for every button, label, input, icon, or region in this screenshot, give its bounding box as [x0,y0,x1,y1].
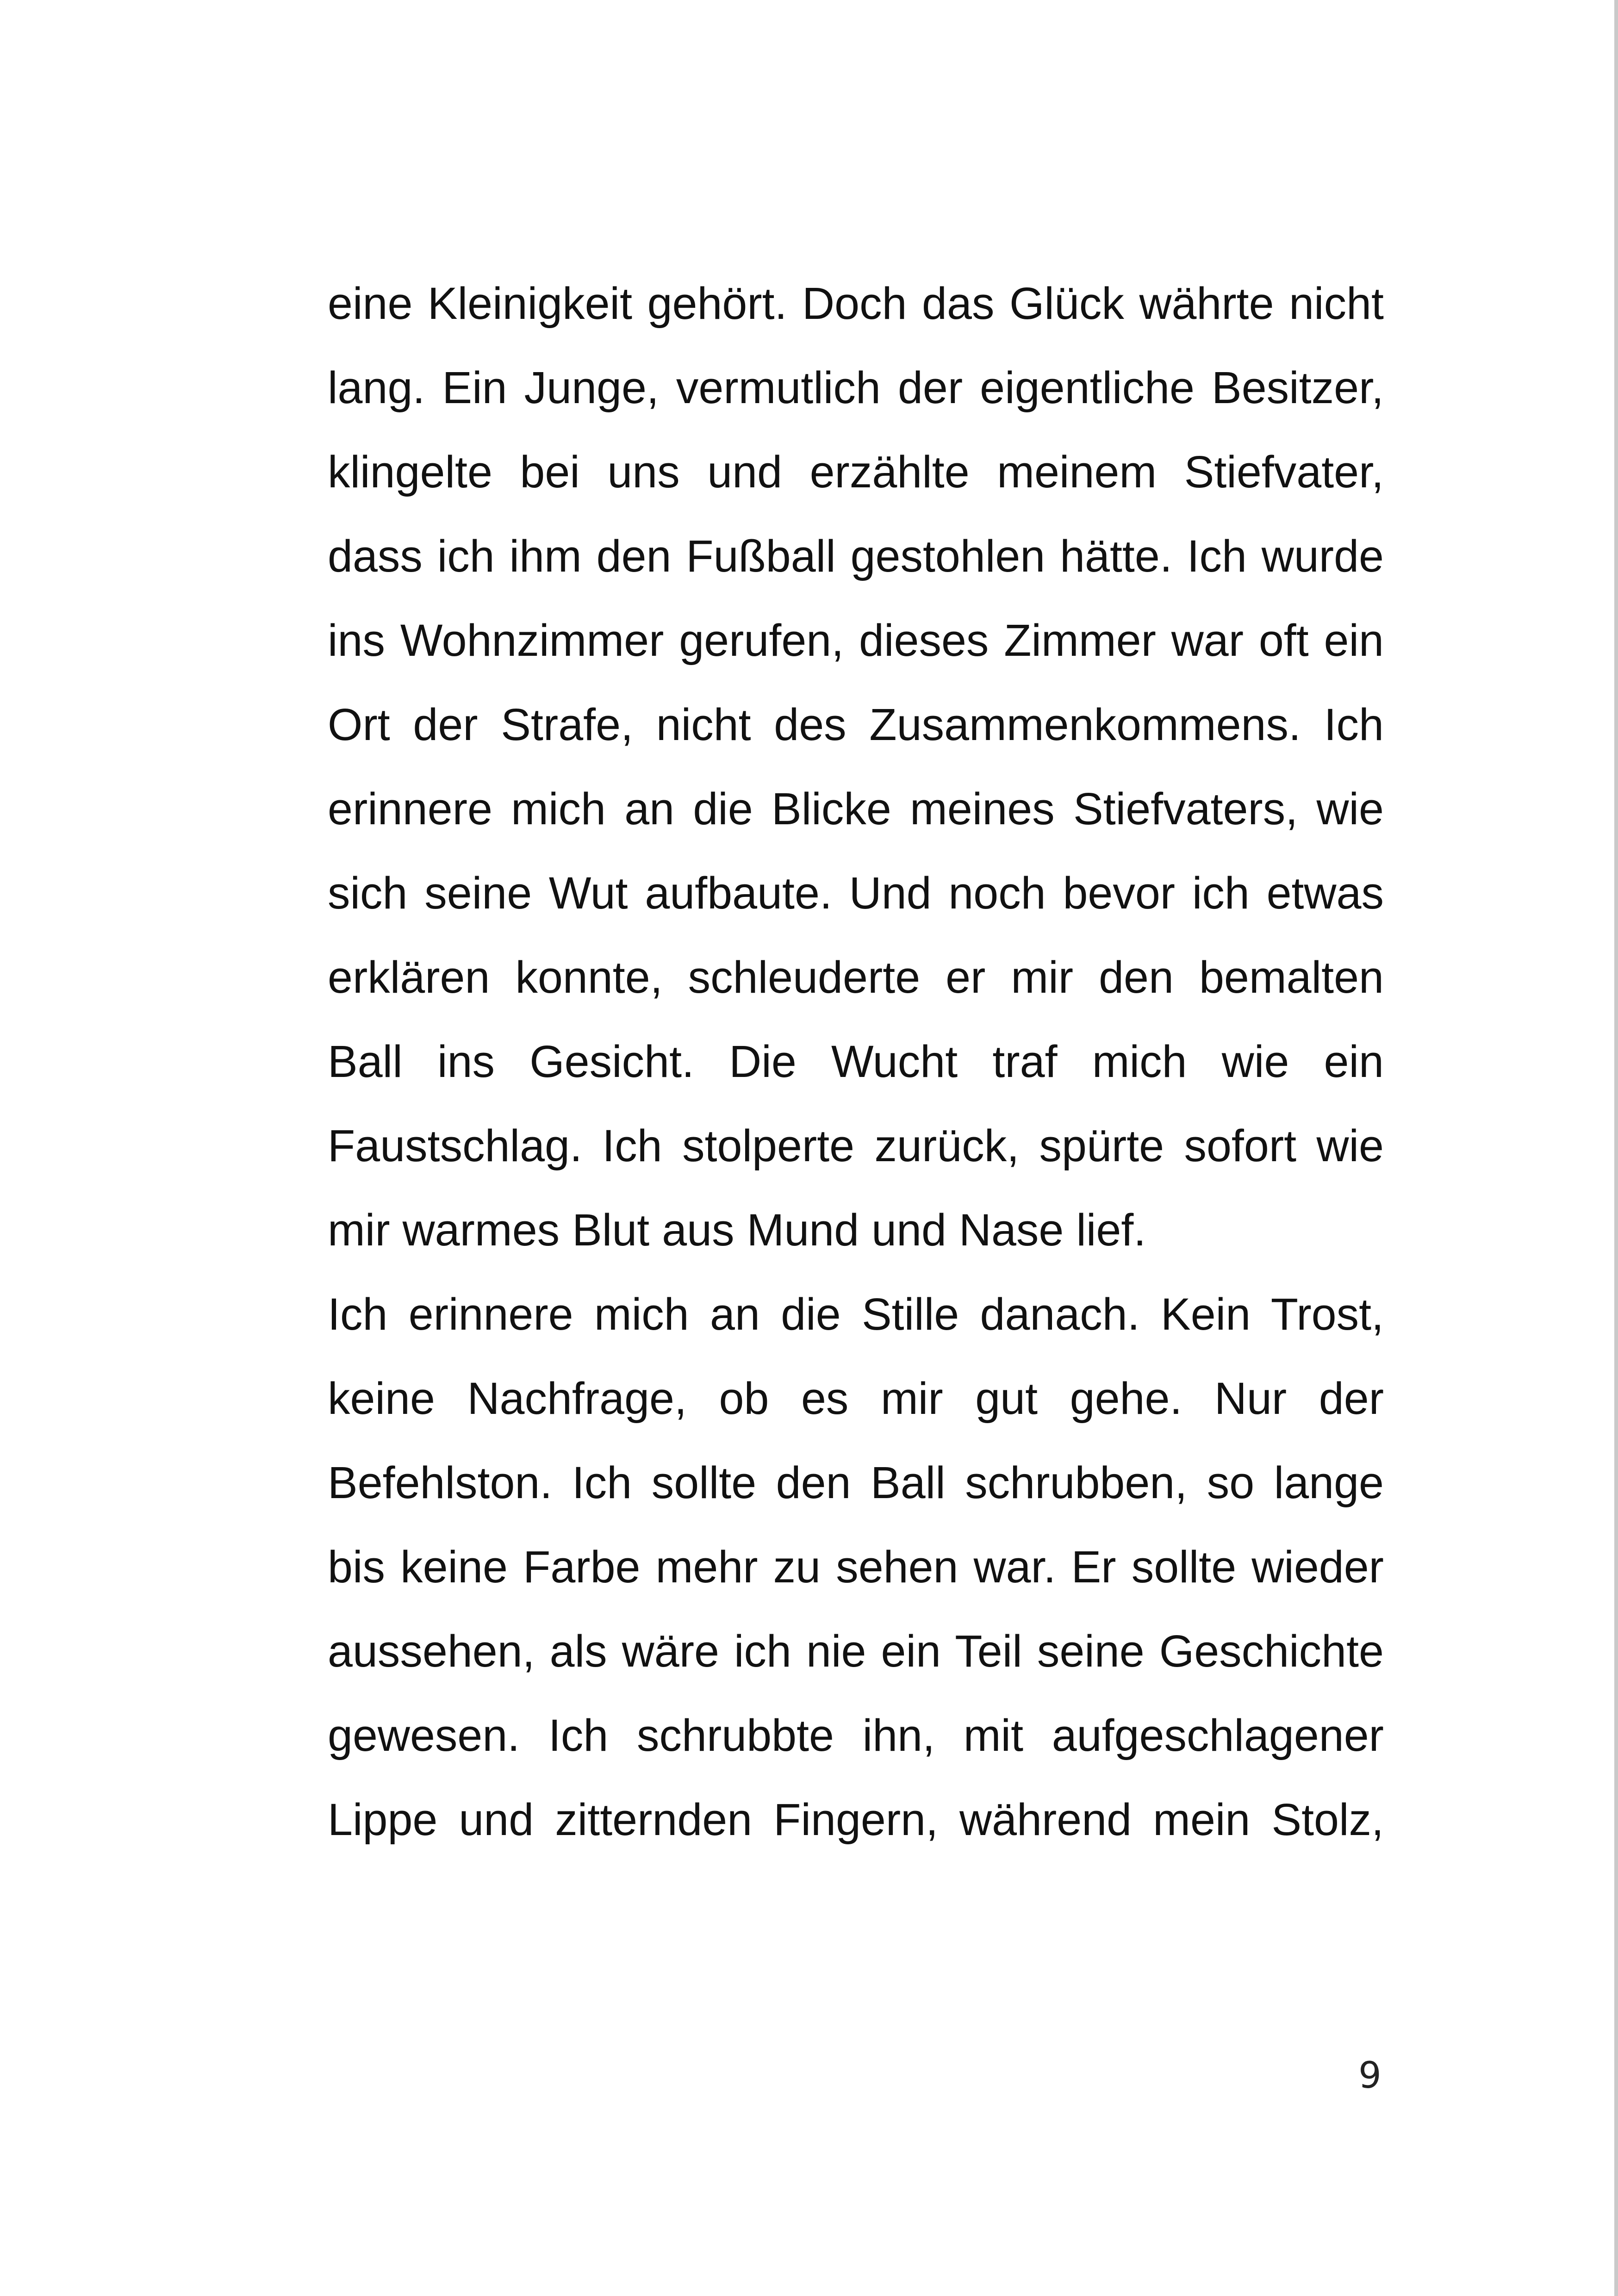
text-line: Ich erinnere mich an die Stille danach. Kein Trost, [328,1289,1384,1339]
paragraph-last-line: mir warmes Blut aus Mund und Nase lief. [328,1205,1146,1255]
text-line: eine Kleinigkeit gehört. Doch das Glück währte nicht [328,278,1384,329]
text-line: klingelte bei uns und erzählte meinem Stiefvater, [328,447,1384,497]
text-line: aussehen, als wäre ich nie ein Teil seine Geschichte [328,1626,1384,1676]
text-line: Befehlston. Ich sollte den Ball schrubben, so lange [328,1457,1384,1508]
text-line: dass ich ihm den Fußball gestohlen hätte. Ich wurde [328,531,1384,581]
text-line: erinnere mich an die Blicke meines Stiefvaters, wie [328,784,1384,834]
body-text [328,261,1384,1862]
text-line: bis keine Farbe mehr zu sehen war. Er sollte wieder [328,1542,1384,1592]
text-line: Lippe und zitternden Fingern, während mein Stolz, [328,1794,1384,1845]
text-line: keine Nachfrage, ob es mir gut gehe. Nur der [328,1373,1384,1424]
text-line: Ball ins Gesicht. Die Wucht traf mich wie ein [328,1036,1384,1087]
text-line: ins Wohnzimmer gerufen, dieses Zimmer war oft ein [328,615,1384,666]
text-line: lang. Ein Junge, vermutlich der eigentliche Besitzer, [328,362,1384,413]
text-line: Faustschlag. Ich stolperte zurück, spürte sofort wie [328,1120,1384,1171]
text-line: Ort der Strafe, nicht des Zusammenkommens. Ich [328,699,1384,750]
text-line: gewesen. Ich schrubbte ihn, mit aufgeschlagener [328,1710,1384,1761]
page-number: 9 [1358,2055,1382,2097]
page-edge [1614,0,1618,2296]
text-line: sich seine Wut aufbaute. Und noch bevor ich etwas [328,868,1384,918]
text-line: erklären konnte, schleuderte er mir den bemalten [328,952,1384,1002]
